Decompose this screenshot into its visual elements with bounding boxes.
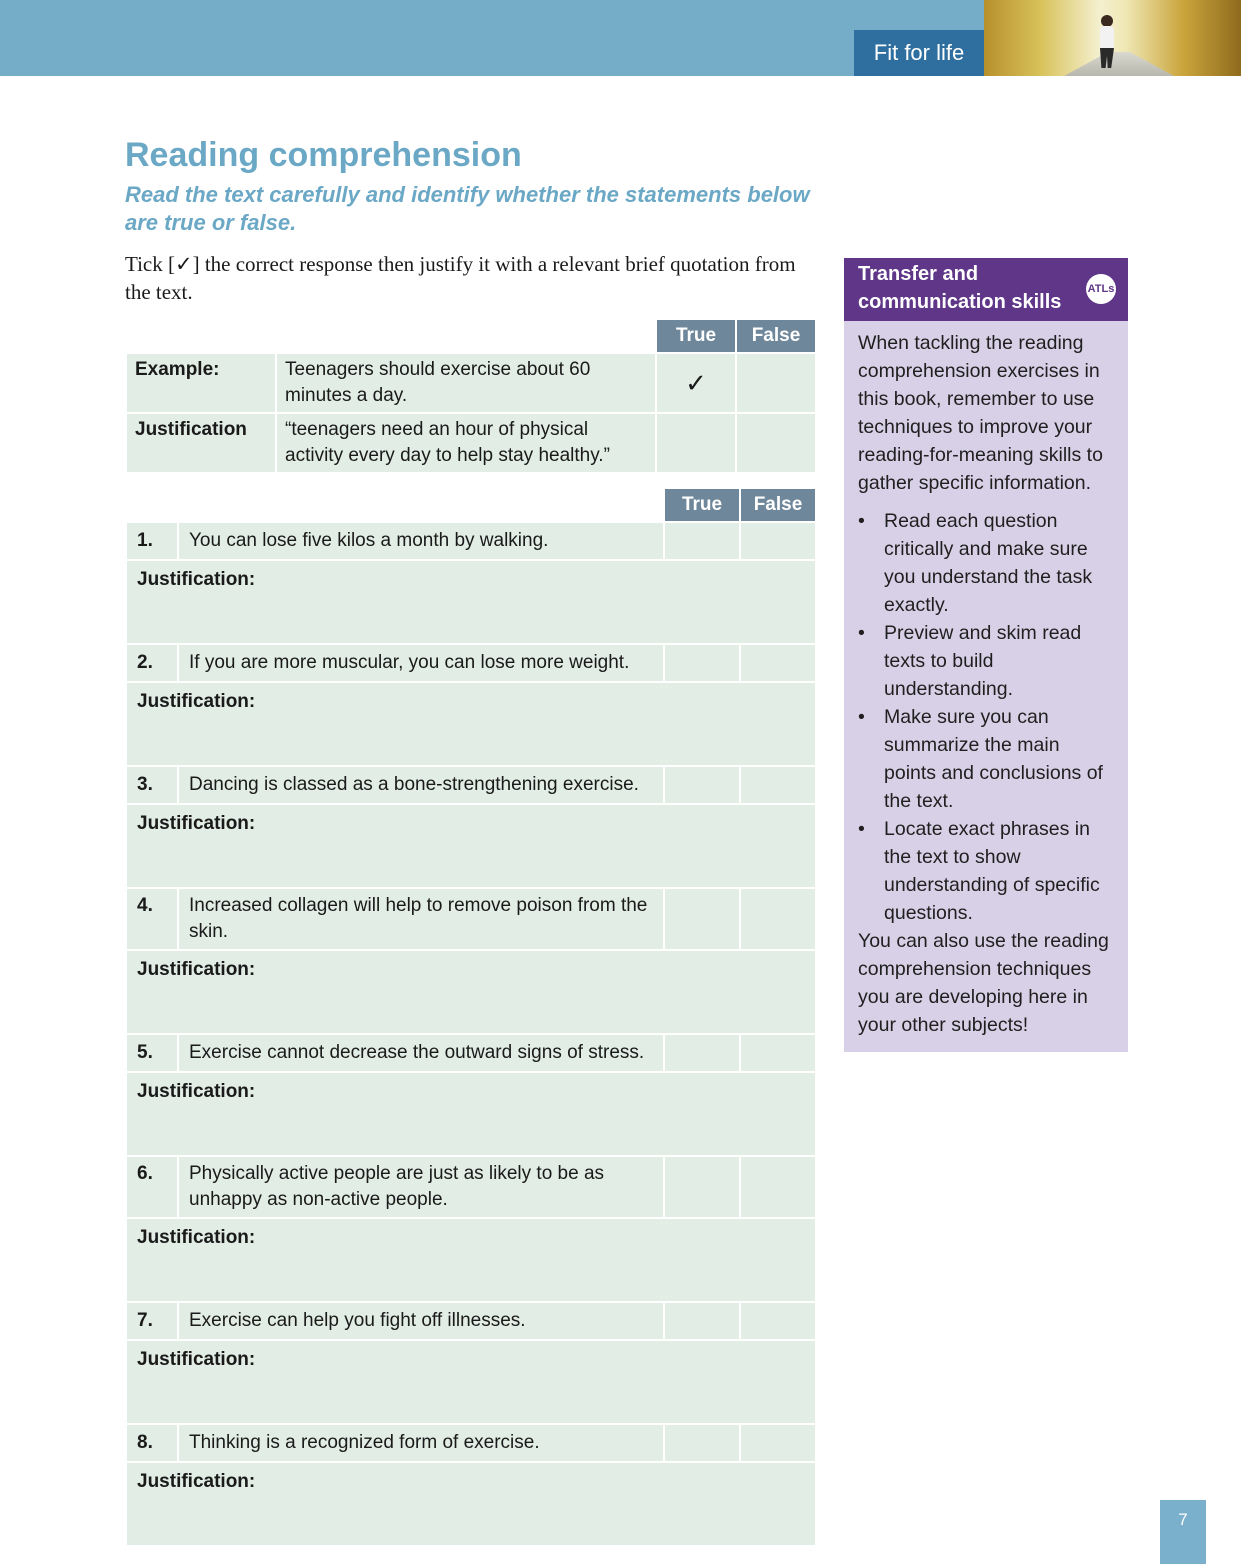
question-false-checkbox[interactable] <box>740 888 816 950</box>
question-statement: Dancing is classed as a bone-strengthening exercise. <box>178 766 664 804</box>
question-statement: Increased collagen will help to remove poison from the skin. <box>178 888 664 950</box>
sidebar-bullet-item <box>858 507 1114 619</box>
header-runner-photo <box>984 0 1241 76</box>
question-number: 2. <box>126 644 178 682</box>
sidebar-bullet-text: Read each question critically and make sure you understand the task exactly. <box>884 510 1093 616</box>
sidebar-intro: When tackling the reading comprehension exercises in this book, remember to use techniques to improve your reading-for-meaning skills to gather specific information. <box>858 332 1103 494</box>
atl-badge-icon: ATLs <box>1086 274 1116 304</box>
justification-field[interactable]: Justification: <box>126 1340 816 1424</box>
question-false-checkbox[interactable] <box>740 1156 816 1218</box>
example-justification-row <box>126 413 816 473</box>
questions-header-spacer <box>126 488 178 522</box>
question-row <box>126 1156 816 1218</box>
question-row <box>126 1034 816 1072</box>
question-row <box>126 522 816 560</box>
question-false-checkbox[interactable] <box>740 766 816 804</box>
sidebar-body <box>844 321 1128 1039</box>
question-number: 3. <box>126 766 178 804</box>
sidebar-bullet-item <box>858 815 1114 927</box>
example-false-checkbox[interactable] <box>736 353 816 413</box>
sidebar-bullet-text: Locate exact phrases in the text to show understanding of specific questions. <box>884 818 1100 924</box>
questions-true-header: True <box>664 488 740 522</box>
question-statement: Thinking is a recognized form of exercise. <box>178 1424 664 1462</box>
question-number: 8. <box>126 1424 178 1462</box>
justification-field[interactable]: Justification: <box>126 560 816 644</box>
justification-field[interactable]: Justification: <box>126 950 816 1034</box>
example-statement: Teenagers should exercise about 60 minutes a day. <box>276 353 656 413</box>
bullet-icon: • <box>858 818 865 840</box>
question-number: 1. <box>126 522 178 560</box>
bullet-icon: • <box>858 622 865 644</box>
sidebar-title: Transfer and communication skills <box>858 263 1062 313</box>
example-label: Example: <box>126 353 276 413</box>
question-statement: You can lose five kilos a month by walking. <box>178 522 664 560</box>
sidebar-bullet-list <box>858 507 1114 927</box>
justification-field[interactable]: Justification: <box>126 682 816 766</box>
example-justification-true-blank <box>656 413 736 473</box>
sidebar-bullet-text: Preview and skim read texts to build understanding. <box>884 622 1082 700</box>
photo-runner-body <box>1100 26 1114 50</box>
chapter-title-tab: Fit for life <box>854 30 984 76</box>
sidebar-header <box>844 258 1128 321</box>
bullet-icon: • <box>858 706 865 728</box>
question-true-checkbox[interactable] <box>664 1156 740 1218</box>
question-true-checkbox[interactable] <box>664 522 740 560</box>
question-false-checkbox[interactable] <box>740 1034 816 1072</box>
sidebar-bullet-item <box>858 703 1114 815</box>
sidebar-outro: You can also use the reading comprehension techniques you are developing here in your other subjects! <box>858 930 1109 1036</box>
example-true-header: True <box>656 319 736 353</box>
example-justification-false-blank <box>736 413 816 473</box>
page-number: 7 <box>1160 1500 1206 1564</box>
questions-header-spacer <box>178 488 664 522</box>
questions-table <box>125 487 817 1547</box>
question-row <box>126 766 816 804</box>
bullet-icon: • <box>858 510 865 532</box>
question-statement: Exercise cannot decrease the outward signs of stress. <box>178 1034 664 1072</box>
example-header-spacer <box>276 319 656 353</box>
questions-false-header: False <box>740 488 816 522</box>
question-true-checkbox[interactable] <box>664 1302 740 1340</box>
question-true-checkbox[interactable] <box>664 888 740 950</box>
question-number: 6. <box>126 1156 178 1218</box>
justification-field[interactable]: Justification: <box>126 1462 816 1546</box>
question-statement: Physically active people are just as likely to be as unhappy as non-active people. <box>178 1156 664 1218</box>
example-table <box>125 318 817 474</box>
question-true-checkbox[interactable] <box>664 1034 740 1072</box>
page-subtitle: Read the text carefully and identify whether the statements below are true or false. <box>125 182 810 235</box>
question-true-checkbox[interactable] <box>664 766 740 804</box>
justification-field[interactable]: Justification: <box>126 1072 816 1156</box>
question-number: 5. <box>126 1034 178 1072</box>
justification-field[interactable]: Justification: <box>126 1218 816 1302</box>
example-false-header: False <box>736 319 816 353</box>
question-false-checkbox[interactable] <box>740 1302 816 1340</box>
question-false-checkbox[interactable] <box>740 522 816 560</box>
example-row <box>126 353 816 413</box>
example-true-checkbox[interactable]: ✓ <box>656 353 736 413</box>
atl-sidebar <box>844 258 1128 1052</box>
sidebar-bullet-text: Make sure you can summarize the main points and conclusions of the text. <box>884 706 1103 812</box>
question-number: 7. <box>126 1302 178 1340</box>
header-band <box>0 0 984 76</box>
page-title: Reading comprehension <box>125 136 522 174</box>
question-statement: If you are more muscular, you can lose more weight. <box>178 644 664 682</box>
question-statement: Exercise can help you fight off illnesses. <box>178 1302 664 1340</box>
instruction-text: Tick [✓] the correct response then justify it with a relevant brief quotation from the text. <box>125 252 796 304</box>
example-justification-text: “teenagers need an hour of physical activity every day to help stay healthy.” <box>276 413 656 473</box>
example-header-spacer <box>126 319 276 353</box>
question-number: 4. <box>126 888 178 950</box>
sidebar-bullet-item <box>858 619 1114 703</box>
question-true-checkbox[interactable] <box>664 1424 740 1462</box>
question-false-checkbox[interactable] <box>740 644 816 682</box>
question-false-checkbox[interactable] <box>740 1424 816 1462</box>
justification-field[interactable]: Justification: <box>126 804 816 888</box>
question-row <box>126 644 816 682</box>
question-true-checkbox[interactable] <box>664 644 740 682</box>
photo-road <box>1064 52 1174 76</box>
example-justification-label: Justification <box>126 413 276 473</box>
question-row <box>126 888 816 950</box>
question-row <box>126 1424 816 1462</box>
question-row <box>126 1302 816 1340</box>
